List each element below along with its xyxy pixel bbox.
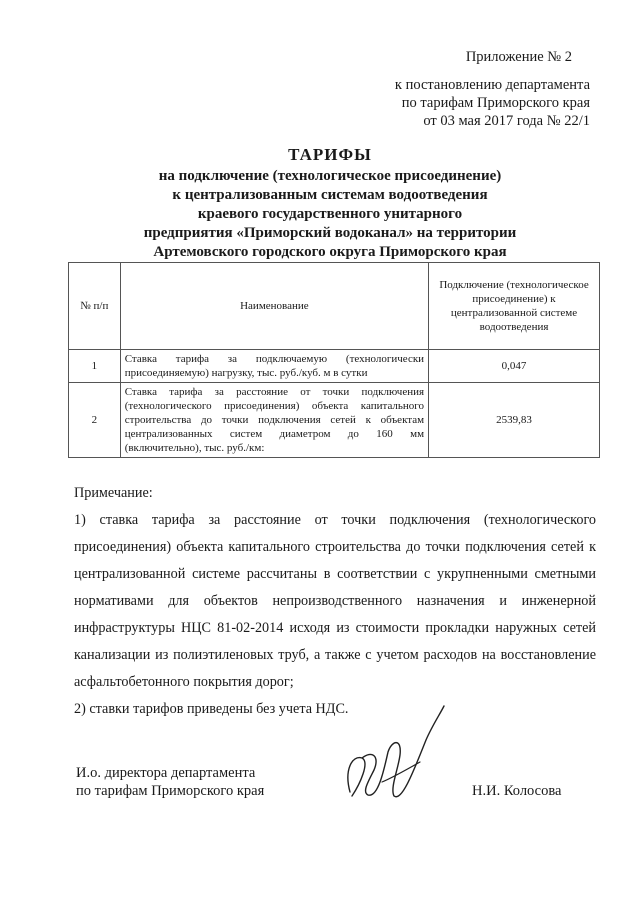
- appendix-title: Приложение № 2: [465, 49, 572, 65]
- signatory-name: Н.И. Колосова: [472, 783, 562, 799]
- row-2-name: Ставка тарифа за расстояние от точки подключения (технологического присоединения) объекта капитального строительства до точки подключения сетей к объектам централизованных систем диаметром до 160 мм (включительно), тыс. руб./км:: [120, 383, 428, 458]
- document-title: ТАРИФЫ: [288, 145, 372, 164]
- heading-line-4: предприятия «Приморский водоканал» на территории: [143, 225, 517, 241]
- position-line-2: по тарифам Приморского края: [76, 783, 265, 799]
- position-line-1: И.о. директора департамента: [76, 765, 256, 781]
- heading-line-2: к централизованным системам водоотведения: [172, 187, 488, 203]
- signatory-position: [76, 764, 316, 800]
- heading-line-1: на подключение (технологическое присоединение): [158, 168, 502, 184]
- header-name: Наименование: [120, 263, 428, 350]
- header-num: № п/п: [69, 263, 121, 350]
- appendix-line-3: от 03 мая 2017 года № 22/1: [423, 113, 590, 129]
- heading-line-5: Артемовского городского округа Приморского края: [153, 244, 507, 260]
- note-item-1: 1) ставка тарифа за расстояние от точки подключения (технологического присоединения) объекта капитального строительства до точки подключения сетей к централизованной системе рассчитаны в соответствии с укрупненными сметными нормативами для объектов непроизводственного назначения и инженерной инфраструктуры НЦС 81-02-2014 исходя из стоимости прокладки наружных сетей канализации из полиэтиленовых труб, а также с учетом расходов на восстановление асфальтобетонного покрытия дорог;: [74, 512, 596, 690]
- appendix-block: [360, 48, 590, 130]
- row-1-name: Ставка тарифа за подключаемую (технологически присоединяемую) нагрузку, тыс. руб./куб. м в сутки: [120, 350, 428, 383]
- row-2-value: 2539,83: [429, 383, 600, 458]
- handwritten-signature: [322, 700, 462, 820]
- table-header-row: [69, 263, 600, 350]
- note-item-2: 2) ставки тарифов приведены без учета НДС.: [74, 701, 349, 717]
- document-heading: [60, 145, 600, 262]
- heading-line-3: краевого государственного унитарного: [197, 206, 463, 222]
- table-row: [69, 350, 600, 383]
- table-row: [69, 383, 600, 458]
- row-1-num: 1: [69, 350, 121, 383]
- row-2-num: 2: [69, 383, 121, 458]
- appendix-line-1: к постановлению департамента: [394, 77, 590, 93]
- tariff-table: [68, 262, 600, 458]
- row-1-value: 0,047: [429, 350, 600, 383]
- appendix-line-2: по тарифам Приморского края: [401, 95, 590, 111]
- header-value: Подключение (технологическое присоединение) к централизованной системе водоотведения: [429, 263, 600, 350]
- notes-heading: Примечание:: [74, 485, 153, 501]
- notes-block: [74, 480, 596, 723]
